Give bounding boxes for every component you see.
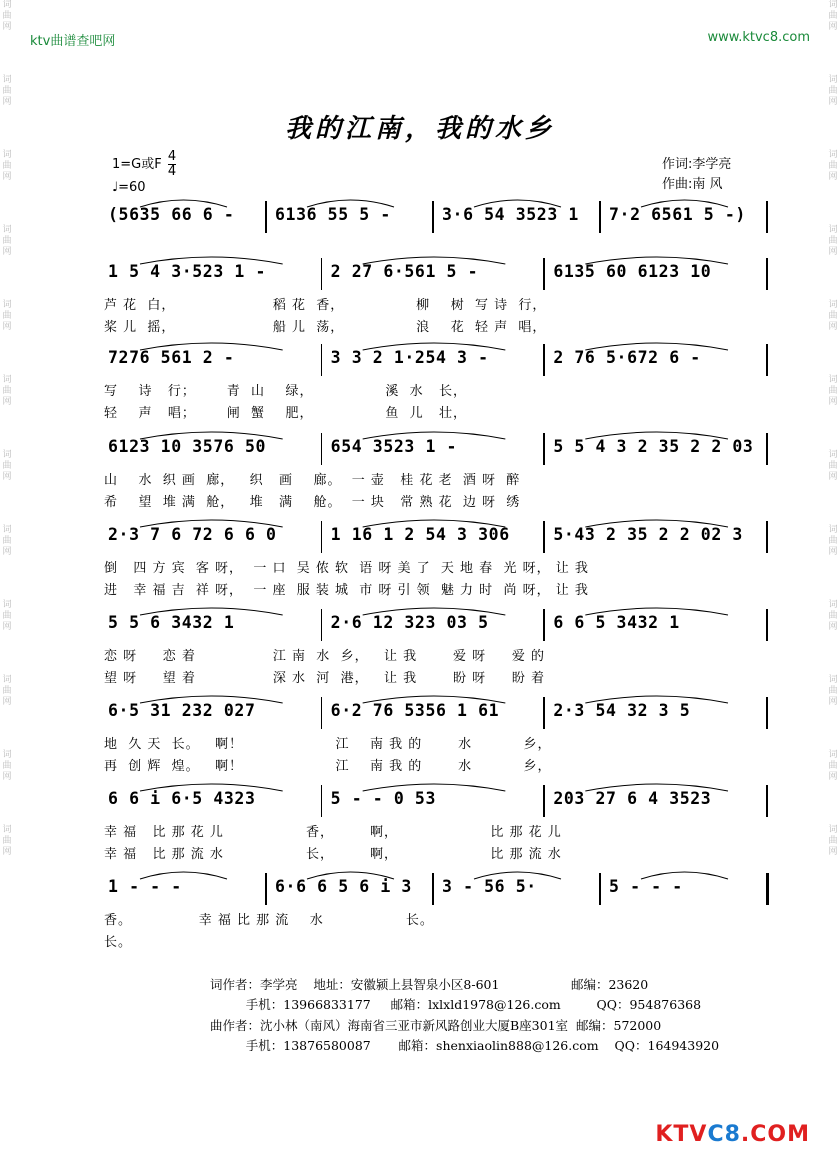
lyric-verse-1: 幸 福 比 那 花 儿 香， 啊， 比 那 花 儿 [104, 825, 562, 840]
lyricist-credit: 作词:李学亮 [662, 157, 732, 172]
slur [585, 343, 728, 350]
measure: 2·3 54 32 3 5 [553, 701, 691, 720]
measure: 6·2 76 5356 1 61 [330, 701, 500, 720]
watermark-right: 词曲网 词曲网 词曲网 词曲网 词曲网 词曲网 词曲网 词曲网 词曲网 词曲网 词曲网 词曲网 [828, 0, 838, 857]
slur [641, 200, 728, 207]
slur [474, 872, 561, 879]
tempo-marking: ♩=60 [112, 180, 146, 195]
slur [363, 520, 506, 527]
slur [140, 200, 227, 207]
composer-contact: 手机：13876580087 邮箱：shenxiaolin888@126.com QQ：164943920 [210, 1038, 720, 1053]
slur-arcs [100, 423, 768, 443]
slur [585, 257, 728, 264]
slur [140, 257, 283, 264]
measure: 6136 55 5 - [275, 205, 391, 224]
slur [140, 343, 283, 350]
slur [140, 784, 283, 791]
measure: 1 - - - [108, 877, 182, 896]
measure: 6·6 6 5 6 i 3 [275, 877, 412, 896]
slur-arcs [100, 511, 768, 531]
measure: 1 5 4 3·523 1 - [108, 262, 267, 281]
measure: (5635 66 6 - [108, 205, 235, 224]
watermark-left: 词曲网 词曲网 词曲网 词曲网 词曲网 词曲网 词曲网 词曲网 词曲网 词曲网 词曲网 词曲网 [2, 0, 12, 857]
lyric-verse-2: 望 呀 望 着 深 水 河 港， 让 我 盼 呀 盼 着 [104, 671, 545, 686]
slur-arcs [100, 191, 768, 211]
lyric-verse-1: 香。 幸 福 比 那 流 水 长。 [104, 913, 434, 928]
slur [585, 784, 728, 791]
measure: 5·43 2 35 2 2 02 3 [553, 525, 743, 544]
measure: 5 - - 0 53 [330, 789, 436, 808]
song-title: 我的江南，我的水乡 [284, 114, 555, 144]
slur [307, 872, 394, 879]
slur [641, 872, 728, 879]
slur [585, 520, 728, 527]
lyric-verse-2: 长。 [104, 935, 133, 950]
slur [363, 696, 506, 703]
slur-arcs [100, 248, 768, 268]
lyric-verse-1: 写 诗 行； 青 山 绿， 溪 水 长， [104, 384, 468, 399]
measure: 7·2 6561 5 -) [609, 205, 746, 224]
slur [140, 872, 227, 879]
measure: 2·6 12 323 03 5 [330, 613, 489, 632]
measure: 654 3523 1 - [330, 437, 458, 456]
measure: 5 5 4 3 2 35 2 2 03 [553, 437, 754, 456]
composer-address: 曲作者：沈小林（南风）海南省三亚市新风路创业大厦B座301室 邮编：572000 [210, 1018, 662, 1033]
time-bottom: 4 [167, 164, 177, 179]
measure: 3 3 2 1·254 3 - [330, 348, 489, 367]
lyric-verse-2: 桨 儿 摇， 船 儿 荡， 浪 花 轻 声 唱， [104, 320, 547, 335]
lyric-verse-2: 幸 福 比 那 流 水 长， 啊， 比 那 流 水 [104, 847, 562, 862]
logo-main: KTV [655, 1122, 708, 1147]
measure: 1 16 1 2 54 3 306 [330, 525, 510, 544]
slur [363, 608, 506, 615]
measure: 3 - 56 5· [442, 877, 537, 896]
composer-credit: 作曲:南 风 [662, 177, 723, 192]
slur-arcs [100, 687, 768, 707]
key-signature [112, 150, 176, 179]
logo-suffix: .COM [740, 1122, 810, 1147]
lyricist-address: 词作者：李学亮 地址：安徽颍上县智泉小区8-601 邮编：23620 [210, 977, 649, 992]
lyric-verse-1: 恋 呀 恋 着 江 南 水 乡， 让 我 爱 呀 爱 的 [104, 649, 545, 664]
lyricist-contact: 手机：13966833177 邮箱：lxlxld1978@126.com QQ：954876368 [210, 997, 702, 1012]
measure: 5 5 6 3432 1 [108, 613, 235, 632]
slur [307, 200, 394, 207]
slur [585, 608, 728, 615]
lyric-verse-1: 芦 花 白， 稻 花 香， 柳 树 写 诗 行， [104, 298, 547, 313]
slur [363, 784, 506, 791]
slur-arcs [100, 863, 768, 883]
measure: 5 - - - [609, 877, 683, 896]
measure: 7276 561 2 - [108, 348, 235, 367]
measure: 6·5 31 232 027 [108, 701, 256, 720]
measure: 3·6 54 3523 1 [442, 205, 579, 224]
slur [363, 257, 506, 264]
lyric-verse-1: 倒 四 方 宾 客 呀， 一 口 吴 侬 软 语 呀 美 了 天 地 春 光 呀， 让 我 [104, 561, 589, 576]
measure: 203 27 6 4 3523 [553, 789, 712, 808]
slur [140, 432, 283, 439]
slur [585, 432, 728, 439]
slur [585, 696, 728, 703]
logo-accent: C8 [707, 1122, 741, 1147]
lyric-verse-2: 轻 声 唱； 闸 蟹 肥， 鱼 儿 壮， [104, 406, 468, 421]
lyric-verse-2: 进 幸 福 吉 祥 呀， 一 座 服 装 城 市 呀 引 领 魅 力 时 尚 呀， 让 我 [104, 583, 589, 598]
measure: 6 6 5 3432 1 [553, 613, 680, 632]
slur [474, 200, 561, 207]
key-text: 1=G或F [112, 157, 162, 172]
measure: 2·3 7 6 72 6 6 0 [108, 525, 277, 544]
time-signature [168, 150, 176, 179]
measure: 6 6 i 6·5 4323 [108, 789, 256, 808]
slur-arcs [100, 775, 768, 795]
slur-arcs [100, 334, 768, 354]
slur [140, 520, 283, 527]
measure: 2 76 5·672 6 - [553, 348, 701, 367]
measure: 6135 60 6123 10 [553, 262, 712, 281]
slur [140, 696, 283, 703]
slur [140, 608, 283, 615]
time-top: 4 [167, 149, 177, 164]
slur-arcs [100, 599, 768, 619]
measure: 6123 10 3576 50 [108, 437, 267, 456]
slur [363, 343, 506, 350]
lyric-verse-2: 希 望 堆 满 舱， 堆 满 舱。 一 块 常 熟 花 边 呀 绣 [104, 495, 521, 510]
site-url-right[interactable]: www.ktvc8.com [707, 30, 810, 45]
measure: 2 27 6·561 5 - [330, 262, 479, 281]
site-name-left[interactable]: ktv曲谱查吧网 [30, 34, 116, 49]
lyric-verse-1: 山 水 织 画 廊， 织 画 廊。 一 壶 桂 花 老 酒 呀 醉 [104, 473, 521, 488]
ktvc8-logo [655, 1122, 810, 1147]
lyric-verse-1: 地 久 天 长。 啊！ 江 南 我 的 水 乡， [104, 737, 552, 752]
lyric-verse-2: 再 创 辉 煌。 啊！ 江 南 我 的 水 乡， [104, 759, 552, 774]
slur [363, 432, 506, 439]
